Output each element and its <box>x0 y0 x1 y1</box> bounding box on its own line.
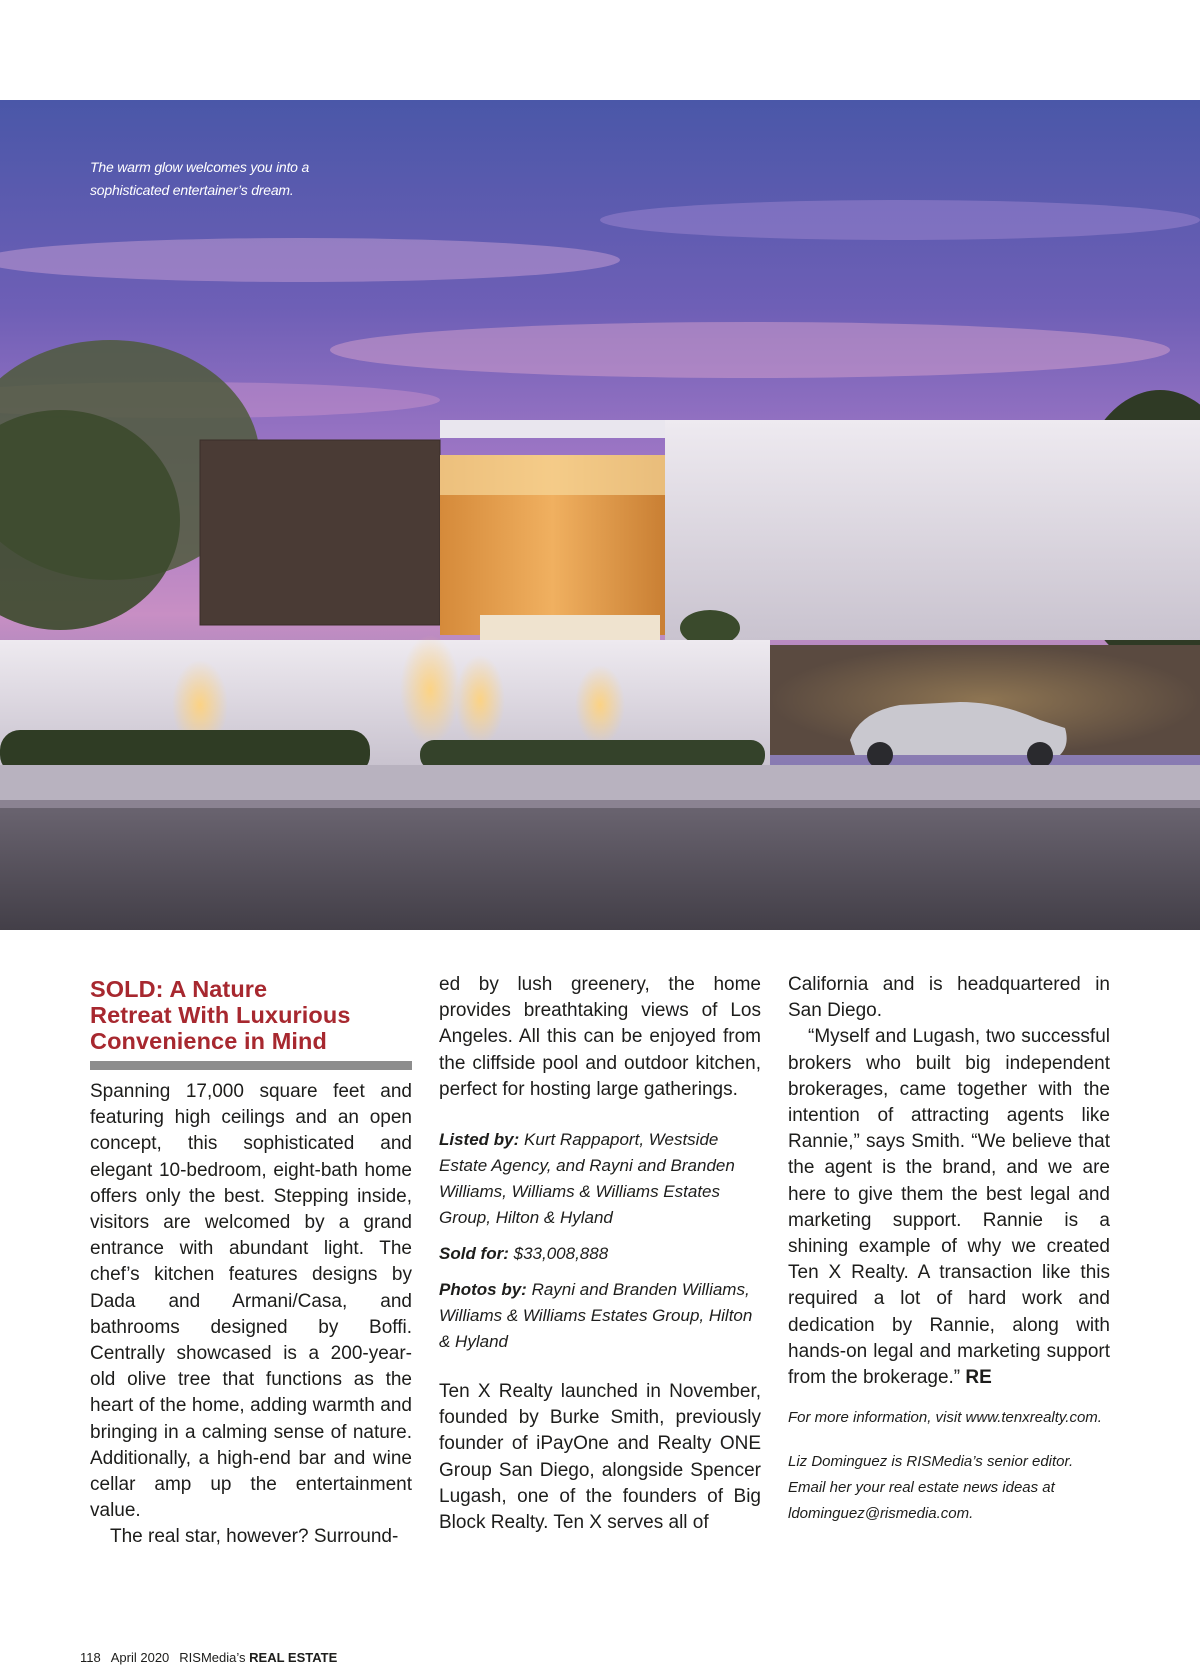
magazine-name: REAL ESTATE <box>249 1650 338 1665</box>
page-footer <box>80 1650 337 1665</box>
hero-photo <box>0 100 1200 930</box>
end-mark: RE <box>965 1367 992 1389</box>
listing-credits <box>439 1127 761 1355</box>
article-column-1 <box>90 972 412 1551</box>
headline-line: Convenience in Mind <box>90 1028 327 1054</box>
sold-for-value: $33,008,888 <box>513 1244 609 1264</box>
caption-line: sophisticated entertainer’s dream. <box>90 182 294 198</box>
photos-by <box>439 1277 761 1355</box>
body-paragraph-2-start: The real star, however? Surround- <box>110 1526 399 1548</box>
author-bio <box>788 1449 1110 1527</box>
article-headline <box>90 976 412 1054</box>
caption-line: The warm glow welcomes you into a <box>90 159 310 175</box>
more-info: For more information, visit www.tenxrealty.com. <box>788 1409 1102 1427</box>
article-column-3 <box>788 972 1110 1527</box>
listed-by <box>439 1127 761 1231</box>
headline-line: SOLD: A Nature <box>90 976 268 1002</box>
body-paragraph-1: Spanning 17,000 square feet and featuring high ceilings and an open concept, this sophisticated and elegant 10-bedroom, eight-bath home offers only the best. Stepping inside, visitors are welcomed by a grand entrance with abundant light. The chef’s kitchen features designs by Dada and Armani/Casa, and bathrooms designed by Boffi. Centrally showcased is a 200-year-old olive tree that functions as the heart of the home, adding warmth and bringing in a calming sense of nature. Additionally, a high-end bar and wine cellar amp up the entertainment value. <box>90 1081 412 1522</box>
sold-for <box>439 1241 761 1267</box>
sold-for-label: Sold for: <box>439 1244 509 1264</box>
body-paragraph-4 <box>788 1024 1110 1391</box>
quote-text: “Myself and Lugash, two successful brokers who built big independent brokerages, came together with the intention of attracting agents like Rannie,” says Smith. “We believe that the agent is the brand, and we are here to give them the best legal and marketing support. Rannie is a shining example of why we created Ten X Realty. A transaction like this required a lot of hard work and dedication by Rannie, along with hands-on legal and marketing support from the brokerage.” <box>788 1026 1110 1389</box>
page-number: 118 <box>80 1650 101 1665</box>
bio-line: Liz Dominguez is RISMedia’s senior editor. <box>788 1453 1074 1471</box>
bio-line: Email her your real estate news ideas at <box>788 1479 1055 1497</box>
photos-by-label: Photos by: <box>439 1280 527 1300</box>
body-paragraph-2-cont: ed by lush greenery, the home provides breathtaking views of Los Angeles. All this can be enjoyed from the cliffside pool and outdoor kitchen, perfect for hosting large gatherings. <box>439 974 761 1100</box>
headline-line: Retreat With Luxurious <box>90 1002 351 1028</box>
listed-by-label: Listed by: <box>439 1130 520 1150</box>
body-paragraph-3-cont: California and is headquartered in San Diego. <box>788 974 1110 1022</box>
photo-caption <box>90 156 350 202</box>
publisher-name: RISMedia’s <box>179 1650 246 1665</box>
photos-by-value: Rayni and Branden Williams, Williams & Williams Estates Group, Hilton & Hyland <box>439 1280 753 1352</box>
bio-line: ldominguez@rismedia.com. <box>788 1505 974 1523</box>
house-photo-icon <box>0 100 1200 930</box>
issue-date: April 2020 <box>110 1650 170 1665</box>
body-paragraph-3-start: Ten X Realty launched in November, founded by Burke Smith, previously founder of iPayOne and Realty ONE Group San Diego, alongside Spencer Lugash, one of the founders of Big Block Realty. Ten X serves all of <box>439 1381 761 1534</box>
listed-by-value: Kurt Rappaport, Westside Estate Agency, and Rayni and Branden Williams, Williams & Williams Estates Group, Hilton & Hyland <box>439 1130 735 1228</box>
headline-rule <box>90 1061 412 1070</box>
article-column-2 <box>439 972 761 1536</box>
